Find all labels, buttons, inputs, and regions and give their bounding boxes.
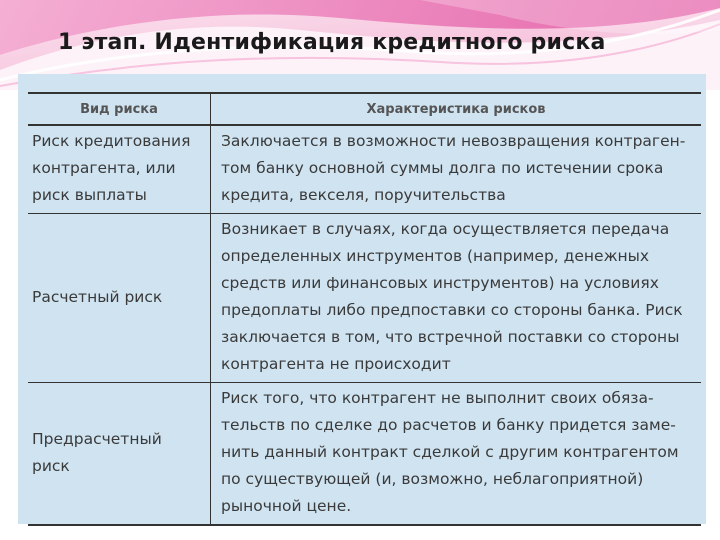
- risk-description-cell: Риск того, что контрагент не выполнит своих обязательств по сделке до расчетов и банку придется заменить данный контракт сделкой с другим контрагентом по существующей (и, возможно, неблагоприятной) рыночной цене.: [211, 383, 702, 526]
- risk-description-cell: Возникает в случаях, когда осуществляется передача определенных инструментов (например, денежных средств или финансовых инструментов) на условиях предоплаты либо предпоставки со стороны банка. Риск заключается в том, что встречной поставки со стороны контрагента не происходит: [211, 214, 702, 383]
- column-header-risk-type: Вид риска: [28, 93, 211, 125]
- risk-table-panel: [18, 74, 706, 524]
- table-row: [28, 125, 701, 214]
- risk-description-cell: Заключается в возможности невозвращения контрагентом банку основной суммы долга по истечении срока кредита, векселя, поручительства: [211, 125, 702, 214]
- risk-table: [28, 92, 701, 526]
- table-header-row: [28, 93, 701, 125]
- risk-type-cell: Предрасчетный риск: [28, 383, 211, 526]
- column-header-characteristics: Характеристика рисков: [211, 93, 702, 125]
- table-row: [28, 383, 701, 526]
- risk-type-cell: Риск кредитования контрагента, или риск выплаты: [28, 125, 211, 214]
- table-row: [28, 214, 701, 383]
- risk-type-cell: Расчетный риск: [28, 214, 211, 383]
- slide-title: 1 этап. Идентификация кредитного риска: [58, 30, 606, 55]
